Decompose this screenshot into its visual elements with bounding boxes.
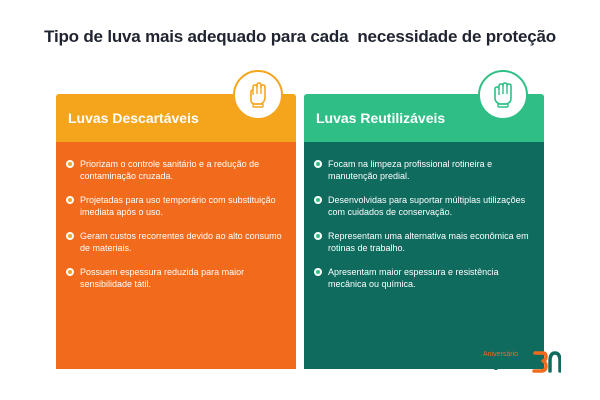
- list-item: [66, 158, 286, 182]
- bullet-icon: [66, 268, 74, 276]
- bullet-icon: [314, 232, 322, 240]
- bullet-icon: [314, 196, 322, 204]
- reusable-glove-icon: [478, 70, 528, 120]
- anniversary-30-icon: [531, 349, 561, 377]
- bullet-icon: [314, 268, 322, 276]
- disposable-gloves-card: [56, 94, 296, 369]
- bullet-icon: [66, 232, 74, 240]
- reusable-gloves-card: [304, 94, 544, 369]
- list-item: [314, 194, 534, 218]
- bullet-icon: [314, 160, 322, 168]
- brand-name: Higiclear: [483, 360, 526, 371]
- brand-tagline: Aniversário: [483, 351, 519, 358]
- item-text: Priorizam o controle sanitário e a redução de contaminação cruzada.: [80, 159, 260, 181]
- item-text: Desenvolvidas para suportar múltiplas utilizações com cuidados de conservação.: [328, 195, 526, 217]
- glove-outline-icon: [489, 81, 517, 109]
- list-item: [66, 266, 286, 290]
- list-item: [66, 230, 286, 254]
- item-text: Geram custos recorrentes devido ao alto consumo de materiais.: [80, 231, 282, 253]
- page-title: Tipo de luva mais adequado para cada necessidade de proteção: [44, 27, 556, 46]
- card-title: Luvas Reutilizáveis: [316, 110, 446, 126]
- bullet-icon: [66, 196, 74, 204]
- item-text: Apresentam maior espessura e resistência mecânica ou química.: [328, 267, 499, 289]
- glove-outline-icon: [244, 81, 272, 109]
- card-title: Luvas Descartáveis: [68, 110, 199, 126]
- item-text: Representam uma alternativa mais econômica em rotinas de trabalho.: [328, 231, 529, 253]
- item-text: Focam na limpeza profissional rotineira e manutenção predial.: [328, 159, 493, 181]
- item-text: Possuem espessura reduzida para maior sensibilidade tátil.: [80, 267, 245, 289]
- list-item: [314, 158, 534, 182]
- brand-logo: [483, 349, 573, 379]
- disposable-glove-icon: [233, 70, 283, 120]
- card-body: [56, 142, 296, 369]
- list-item: [314, 230, 534, 254]
- item-text: Projetadas para uso temporário com substituição imediata após o uso.: [80, 195, 276, 217]
- card-body: [304, 142, 544, 369]
- list-item: [314, 266, 534, 290]
- bullet-icon: [66, 160, 74, 168]
- list-item: [66, 194, 286, 218]
